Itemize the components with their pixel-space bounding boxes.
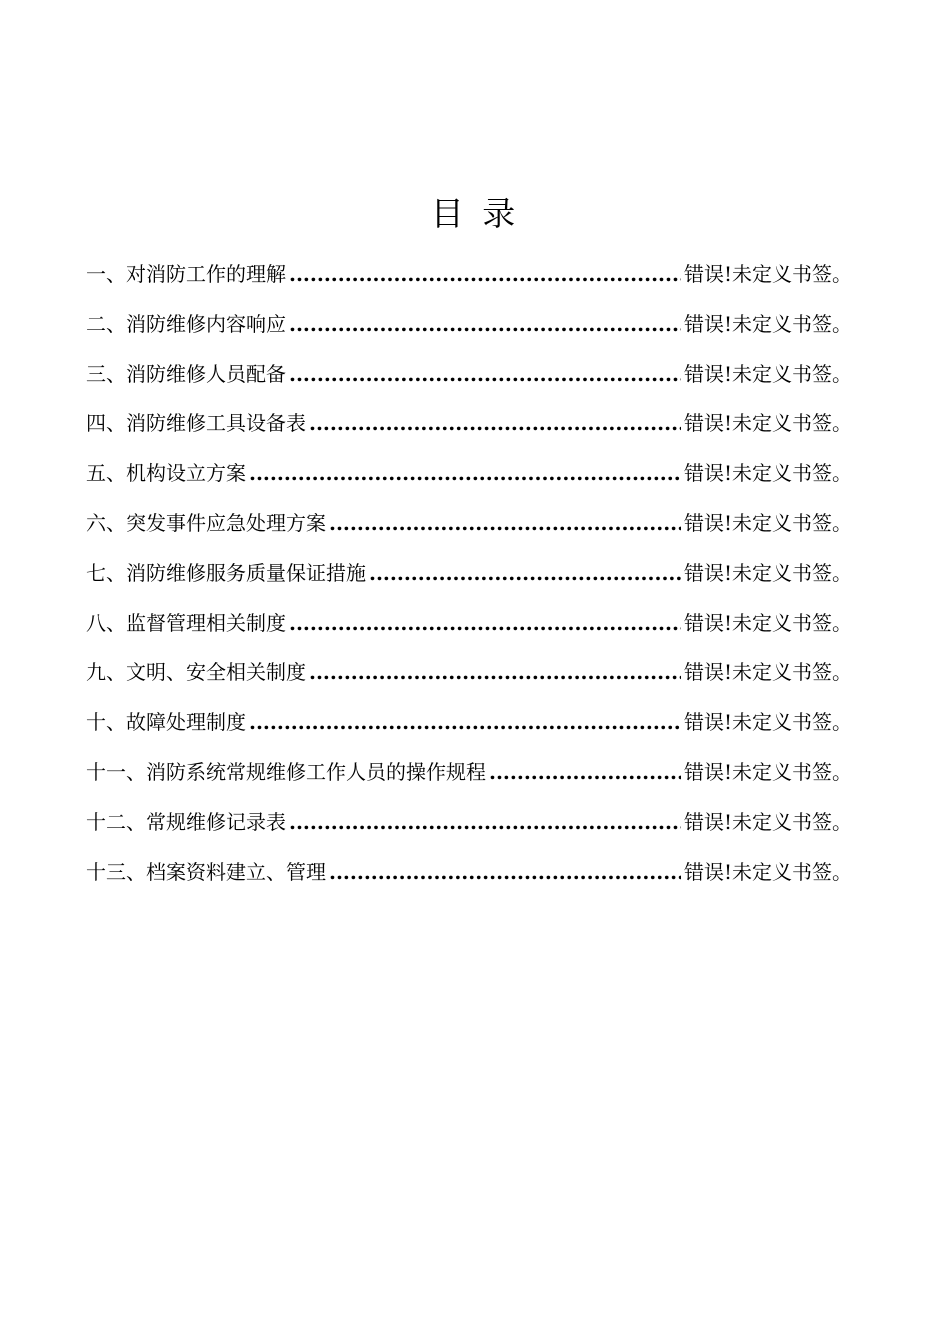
toc-entry-page: 错误!未定义书签。 bbox=[683, 361, 852, 386]
toc-entry-page: 错误!未定义书签。 bbox=[683, 262, 852, 286]
toc-dot-leader bbox=[249, 700, 681, 744]
toc-dot-leader bbox=[369, 551, 681, 595]
toc-entry-label: 十一、消防系统常规维修工作人员的操作规程 bbox=[86, 759, 486, 784]
toc-entry-page: 错误!未定义书签。 bbox=[683, 710, 852, 735]
toc-entry-page: 错误!未定义书签。 bbox=[683, 759, 852, 784]
toc-list bbox=[86, 252, 852, 899]
toc-entry[interactable] bbox=[86, 601, 852, 651]
toc-entry-label: 三、消防维修人员配备 bbox=[86, 361, 286, 386]
toc-entry-label: 八、监督管理相关制度 bbox=[86, 610, 286, 635]
toc-entry-page: 错误!未定义书签。 bbox=[683, 660, 852, 685]
toc-entry[interactable] bbox=[86, 252, 852, 302]
toc-entry-page: 错误!未定义书签。 bbox=[683, 311, 852, 336]
toc-entry-page: 错误!未定义书签。 bbox=[683, 411, 852, 436]
toc-dot-leader bbox=[329, 501, 681, 545]
toc-entry-label: 五、机构设立方案 bbox=[86, 461, 246, 486]
toc-entry-label: 七、消防维修服务质量保证措施 bbox=[86, 560, 366, 585]
toc-entry[interactable] bbox=[86, 302, 852, 352]
toc-dot-leader bbox=[289, 252, 681, 296]
toc-dot-leader bbox=[249, 451, 681, 495]
toc-entry[interactable] bbox=[86, 700, 852, 750]
toc-entry[interactable] bbox=[86, 650, 852, 700]
toc-entry[interactable] bbox=[86, 850, 852, 900]
toc-entry[interactable] bbox=[86, 451, 852, 501]
toc-entry[interactable] bbox=[86, 800, 852, 850]
toc-entry-label: 一、对消防工作的理解 bbox=[86, 262, 286, 286]
toc-entry-label: 十三、档案资料建立、管理 bbox=[86, 859, 326, 884]
toc-entry[interactable] bbox=[86, 551, 852, 601]
toc-dot-leader bbox=[309, 401, 681, 445]
toc-entry-page: 错误!未定义书签。 bbox=[683, 809, 852, 834]
toc-entry-page: 错误!未定义书签。 bbox=[683, 859, 852, 884]
toc-entry-page: 错误!未定义书签。 bbox=[683, 510, 852, 535]
toc-dot-leader bbox=[329, 850, 681, 894]
toc-dot-leader bbox=[309, 650, 681, 694]
toc-entry-label: 十、故障处理制度 bbox=[86, 710, 246, 735]
toc-title: 目 录 bbox=[430, 194, 520, 233]
toc-dot-leader bbox=[289, 302, 681, 346]
toc-entry[interactable] bbox=[86, 501, 852, 551]
toc-entry-label: 二、消防维修内容响应 bbox=[86, 311, 286, 336]
toc-entry-page: 错误!未定义书签。 bbox=[683, 560, 852, 585]
toc-dot-leader bbox=[289, 601, 681, 645]
toc-entry-label: 九、文明、安全相关制度 bbox=[86, 660, 306, 685]
toc-entry-label: 六、突发事件应急处理方案 bbox=[86, 510, 326, 535]
toc-entry[interactable] bbox=[86, 352, 852, 402]
toc-entry-label: 四、消防维修工具设备表 bbox=[86, 411, 306, 436]
toc-dot-leader bbox=[289, 352, 681, 396]
toc-dot-leader bbox=[489, 750, 681, 794]
toc-dot-leader bbox=[289, 800, 681, 844]
toc-entry[interactable] bbox=[86, 750, 852, 800]
toc-entry-page: 错误!未定义书签。 bbox=[683, 461, 852, 486]
toc-entry-page: 错误!未定义书签。 bbox=[683, 610, 852, 635]
toc-entry-label: 十二、常规维修记录表 bbox=[86, 809, 286, 834]
toc-entry[interactable] bbox=[86, 401, 852, 451]
